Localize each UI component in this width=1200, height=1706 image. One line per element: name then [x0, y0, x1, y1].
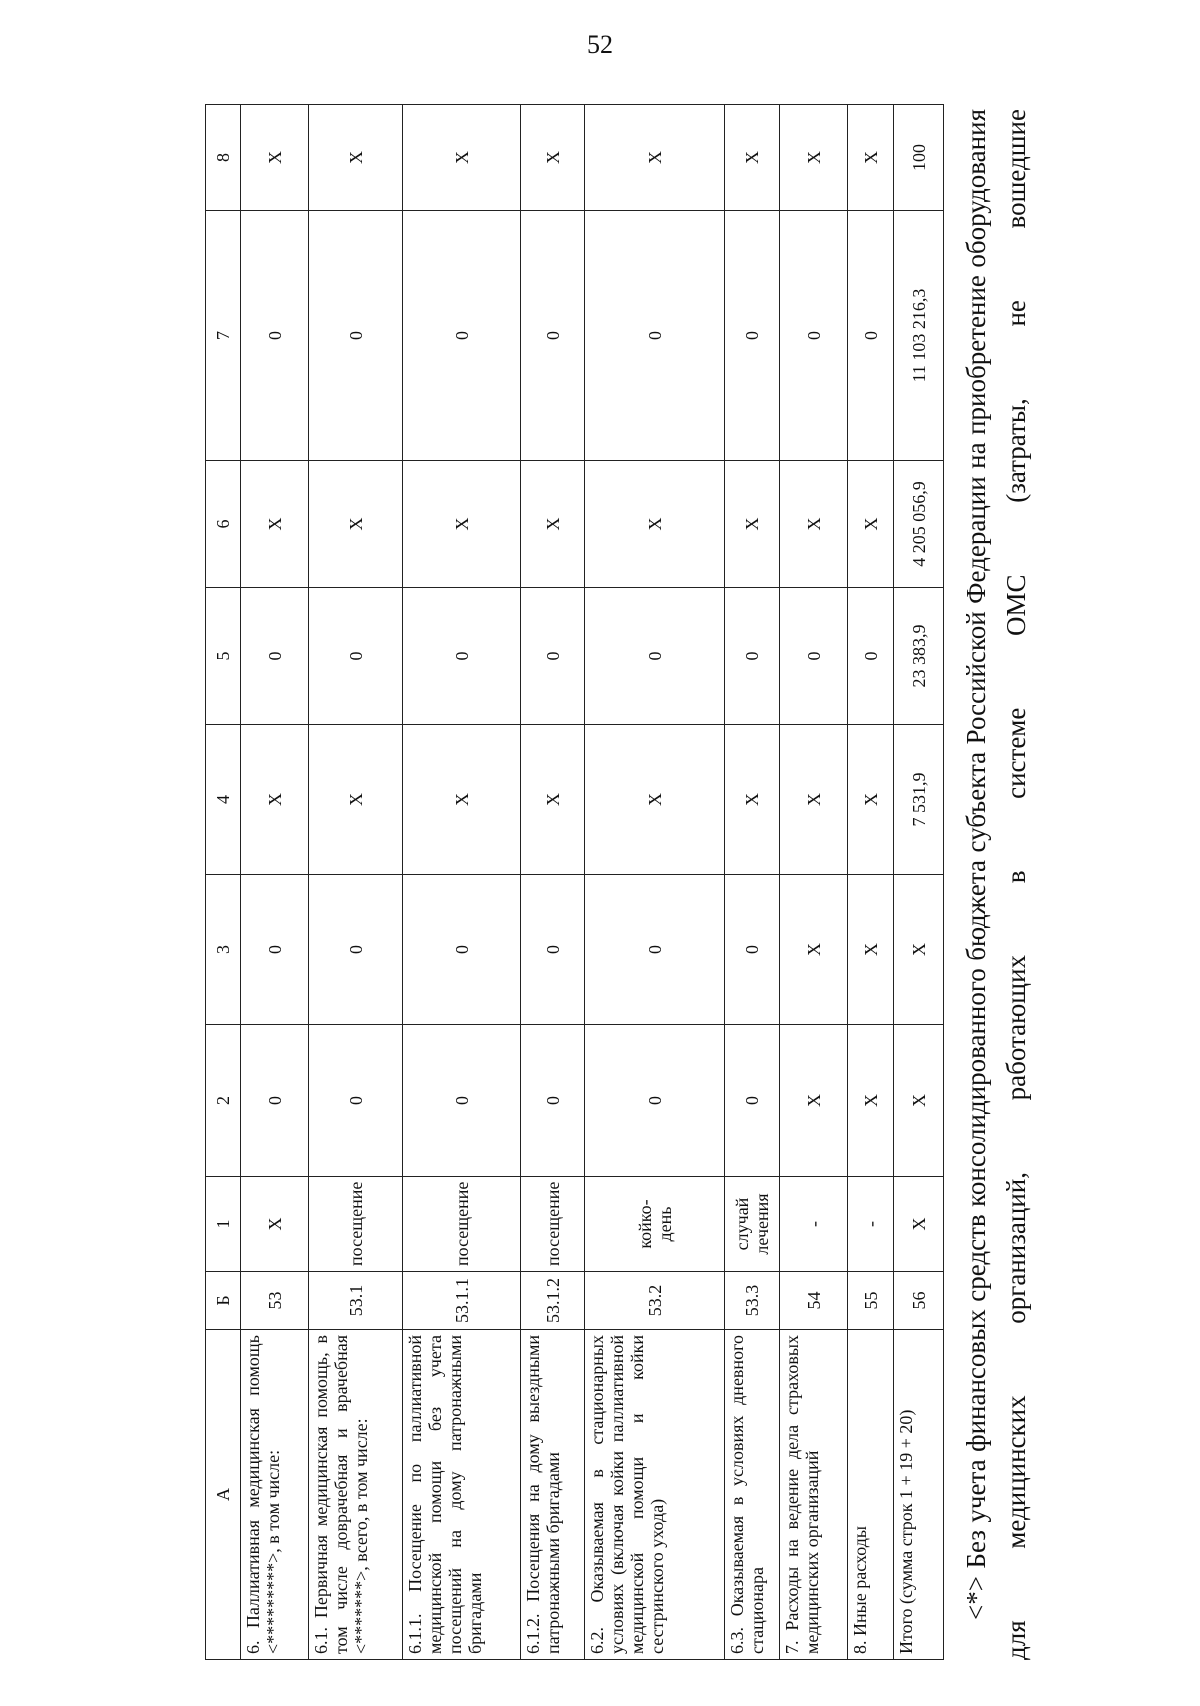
row-label: 6.3. Оказываемая в условиях дневного стационара [725, 1330, 780, 1660]
row-label: 6.1. Первичная медицинская помощь, в том числе доврачебная и врачебная <*******>, всего, в том числе: [309, 1330, 403, 1660]
row-code: 53.2 [585, 1272, 725, 1330]
row-code: 55 [848, 1272, 894, 1330]
table-cell: Х [725, 461, 780, 588]
column-header: А [206, 1330, 241, 1660]
table-cell: - [780, 1177, 848, 1272]
row-label: 7. Расходы на ведение дела страховых медицинских организаций [780, 1330, 848, 1660]
table-cell: посещение [403, 1177, 521, 1272]
column-header: 7 [206, 211, 241, 461]
table-cell: 0 [725, 211, 780, 461]
table-cell: Х [780, 461, 848, 588]
row-label: 8. Иные расходы [848, 1330, 894, 1660]
row-code: 53.1 [309, 1272, 403, 1330]
column-header: 3 [206, 875, 241, 1025]
cost-table [205, 104, 944, 1660]
table-cell: Х [521, 461, 585, 588]
table-cell: 0 [780, 211, 848, 461]
table-cell: - [848, 1177, 894, 1272]
table-cell: Х [780, 875, 848, 1025]
row-code: 53.1.2 [521, 1272, 585, 1330]
table-cell: Х [241, 461, 309, 588]
table-cell: Х [848, 461, 894, 588]
table-cell: Х [848, 875, 894, 1025]
row-code: 54 [780, 1272, 848, 1330]
row-code: 53 [241, 1272, 309, 1330]
table-cell: Х [725, 105, 780, 211]
table-cell: посещение [521, 1177, 585, 1272]
table-cell: 0 [521, 1025, 585, 1177]
table-cell: Х [848, 725, 894, 875]
table-header-row [206, 105, 241, 1660]
table-cell: 0 [309, 211, 403, 461]
table-cell: 11 103 216,3 [894, 211, 944, 461]
table-cell: Х [403, 105, 521, 211]
table-cell: Х [241, 725, 309, 875]
table-cell: случай лечения [725, 1177, 780, 1272]
table-cell: 0 [403, 211, 521, 461]
table-cell: посещение [309, 1177, 403, 1272]
table-cell: Х [521, 725, 585, 875]
table-cell: 0 [309, 588, 403, 725]
table-cell: койко-день [585, 1177, 725, 1272]
table-cell: 7 531,9 [894, 725, 944, 875]
table-cell: 0 [309, 1025, 403, 1177]
table-cell: 0 [780, 588, 848, 725]
column-header: 8 [206, 105, 241, 211]
column-header: 2 [206, 1025, 241, 1177]
table-row [309, 105, 403, 1660]
table-cell: 0 [725, 1025, 780, 1177]
row-label: Итого (сумма строк 1 + 19 + 20) [894, 1330, 944, 1660]
table-cell: 4 205 056,9 [894, 461, 944, 588]
table-row [848, 105, 894, 1660]
table-cell: Х [309, 105, 403, 211]
table-cell: 0 [585, 875, 725, 1025]
table-cell: 100 [894, 105, 944, 211]
table-cell: Х [894, 875, 944, 1025]
table-cell: Х [241, 105, 309, 211]
table-cell: 0 [521, 588, 585, 725]
table-cell: 23 383,9 [894, 588, 944, 725]
row-label: 6.1.1. Посещение по паллиативной медицинской помощи без учета посещений на дому патронажными бригадами [403, 1330, 521, 1660]
table-cell: 0 [848, 588, 894, 725]
table-cell: Х [725, 725, 780, 875]
column-header: 5 [206, 588, 241, 725]
row-label: 6. Паллиативная медицинская помощь <*********>, в том числе: [241, 1330, 309, 1660]
table-cell: 0 [585, 211, 725, 461]
table-cell: Х [780, 725, 848, 875]
table-row [521, 105, 585, 1660]
table-cell: 0 [585, 1025, 725, 1177]
table-cell: 0 [585, 588, 725, 725]
table-cell: Х [585, 105, 725, 211]
table-cell: Х [780, 105, 848, 211]
table-cell: Х [403, 725, 521, 875]
table-cell: 0 [403, 588, 521, 725]
table-cell: 0 [521, 211, 585, 461]
column-header: 6 [206, 461, 241, 588]
column-header: 1 [206, 1177, 241, 1272]
table-cell: 0 [241, 588, 309, 725]
table-cell: 0 [848, 211, 894, 461]
row-code: 56 [894, 1272, 944, 1330]
table-row [585, 105, 725, 1660]
table-cell: 0 [403, 875, 521, 1025]
table-cell: Х [521, 105, 585, 211]
table-cell: Х [585, 461, 725, 588]
row-code: 53.1.1 [403, 1272, 521, 1330]
table-cell: Х [585, 725, 725, 875]
table-cell: 0 [403, 1025, 521, 1177]
table-cell: Х [894, 1025, 944, 1177]
table-cell: Х [848, 105, 894, 211]
row-label: 6.2. Оказываемая в стационарных условиях (включая койки паллиативной медицинской помощи и койки сестринского ухода) [585, 1330, 725, 1660]
rotated-content [205, 105, 1105, 1660]
table-cell: 0 [241, 211, 309, 461]
page-number: 52 [587, 30, 613, 59]
column-header: 4 [206, 725, 241, 875]
table-cell: 0 [241, 875, 309, 1025]
table-cell: 0 [521, 875, 585, 1025]
table-cell: Х [309, 725, 403, 875]
table-row [780, 105, 848, 1660]
table-cell: 0 [309, 875, 403, 1025]
row-code: 53.3 [725, 1272, 780, 1330]
table-cell: Х [309, 461, 403, 588]
table-cell: 0 [725, 875, 780, 1025]
table-row [403, 105, 521, 1660]
table-cell: Х [403, 461, 521, 588]
table-row [725, 105, 780, 1660]
table-cell: Х [894, 1177, 944, 1272]
table-cell: Х [848, 1025, 894, 1177]
table-cell: Х [780, 1025, 848, 1177]
column-header: Б [206, 1272, 241, 1330]
table-row [241, 105, 309, 1660]
table-cell: 0 [725, 588, 780, 725]
row-label: 6.1.2. Посещения на дому выездными патронажными бригадами [521, 1330, 585, 1660]
table-cell: 0 [241, 1025, 309, 1177]
table-cell: Х [241, 1177, 309, 1272]
footnote: <*> Без учета финансовых средств консолидированного бюджета субъекта Российской Федерации на приобретение оборудования для медицинских организаций, работающих в системе ОМС (затраты, не вошедшие [961, 109, 1031, 1660]
table-row [894, 105, 944, 1660]
